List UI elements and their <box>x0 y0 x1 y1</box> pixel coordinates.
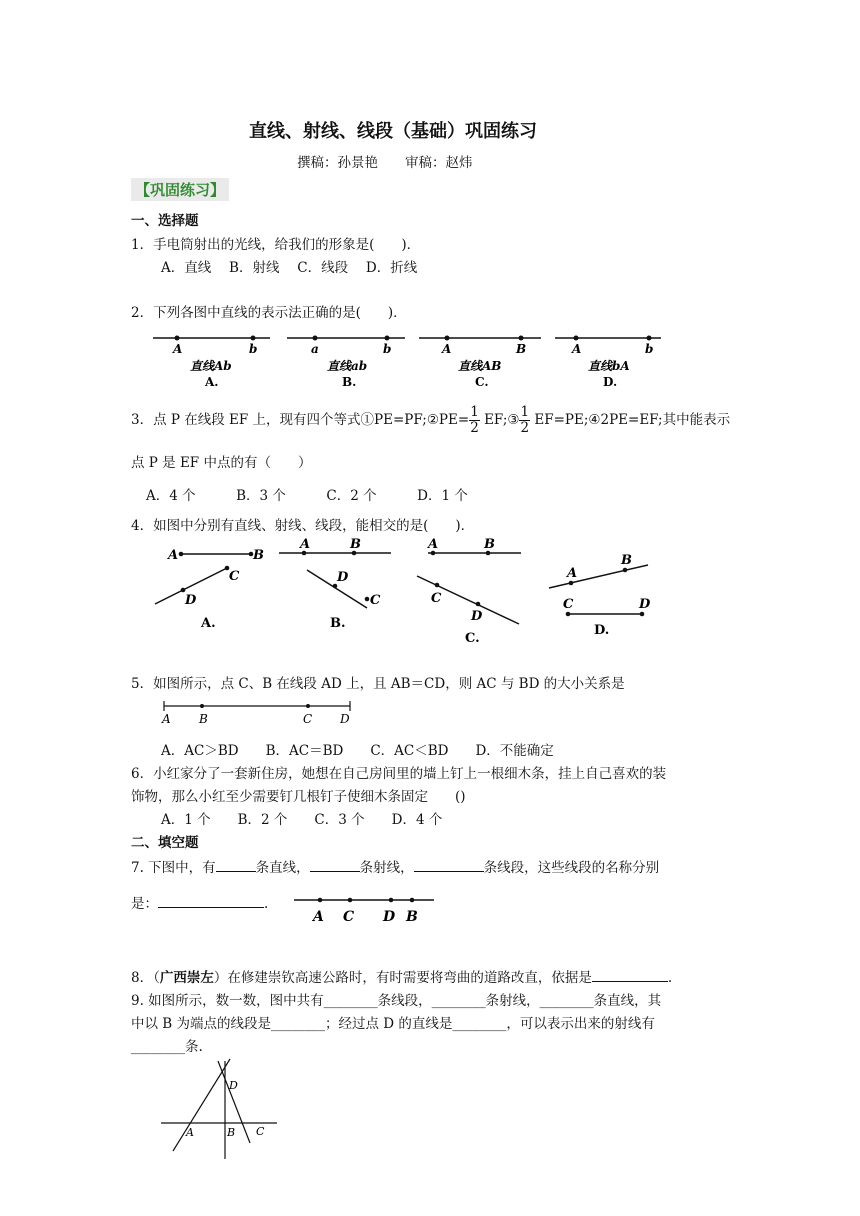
q2-a-caption: 直线Ab <box>190 359 232 373</box>
svg-text:B: B <box>406 909 418 925</box>
q6-line2: 饰物，那么小红至少需要钉几根钉子使细木条固定 () <box>131 789 466 805</box>
svg-text:B: B <box>199 712 208 726</box>
svg-text:A: A <box>567 566 578 581</box>
svg-text:D: D <box>229 1079 238 1092</box>
q8-blank[interactable] <box>592 969 668 982</box>
q2-b-caption: 直线ab <box>327 359 368 373</box>
q3-part2: EF;③ <box>479 412 520 428</box>
svg-text:D: D <box>185 593 197 608</box>
svg-text:B: B <box>621 553 632 568</box>
q7-blank-segments[interactable] <box>414 859 484 872</box>
q2-d-right: b <box>645 342 654 356</box>
q3-options: A．4 个 B．3 个 C．2 个 D．1 个 <box>146 488 468 504</box>
q4-stem: 4．如图中分别有直线、射线、线段，能相交的是( )． <box>131 518 475 534</box>
q2-d-left: A <box>572 342 582 356</box>
svg-text:B: B <box>484 537 495 552</box>
svg-text:C: C <box>563 597 574 612</box>
svg-text:A.: A. <box>201 616 216 631</box>
q2-c-label: C. <box>475 375 489 389</box>
q2-a-left: A <box>173 342 183 356</box>
part2-heading: 二、填空题 <box>131 835 199 851</box>
q7-blank-names[interactable] <box>158 895 264 908</box>
svg-text:D: D <box>340 712 350 726</box>
q2-figure <box>145 328 685 394</box>
q3-line1 <box>131 400 730 440</box>
q7-blank-lines[interactable] <box>216 859 256 872</box>
svg-text:D: D <box>337 570 349 585</box>
q3-fraction-2: $\frac{1}{2}$ <box>520 404 530 436</box>
svg-text:A: A <box>162 712 171 726</box>
svg-text:D: D <box>639 597 651 612</box>
svg-text:B: B <box>227 1126 236 1139</box>
q9-line3: ________条. <box>131 1039 203 1055</box>
svg-text:C: C <box>256 1125 265 1138</box>
q3-line2: 点 P 是 EF 中点的有（ ） <box>131 455 312 471</box>
q2-c-left: A <box>442 342 452 356</box>
q2-a-right: b <box>249 342 258 356</box>
q5-options: A．AC＞BD B．AC＝BD C．AC＜BD D．不能确定 <box>161 743 554 759</box>
svg-text:D: D <box>471 609 483 624</box>
section-tag: 【巩固练习】 <box>131 178 229 201</box>
svg-text:C.: C. <box>465 631 480 646</box>
svg-text:C: C <box>303 712 313 726</box>
q8-source: 广西崇左 <box>159 970 214 986</box>
q1-options: A．直线 B．射线 C．线段 D．折线 <box>161 260 418 276</box>
q6-line1: 6．小红家分了一套新住房，她想在自己房间里的墙上钉上一根细木条，挂上自己喜欢的装 <box>131 766 667 782</box>
svg-text:C: C <box>343 909 355 925</box>
svg-text:B: B <box>253 548 264 563</box>
q3-fraction-1: $\frac{1}{2}$ <box>470 404 479 436</box>
part1-heading: 一、选择题 <box>131 213 199 229</box>
svg-text:C: C <box>431 591 442 606</box>
svg-text:A: A <box>300 537 311 552</box>
svg-text:B: B <box>350 537 361 552</box>
q7-line2: 是： . <box>131 896 269 912</box>
q2-b-right: b <box>383 342 392 356</box>
q4-figure <box>145 532 665 650</box>
svg-text:B.: B. <box>330 616 346 631</box>
q2-d-caption: 直线bA <box>588 359 630 373</box>
q7-blank-rays[interactable] <box>310 859 360 872</box>
q2-c-right: B <box>516 342 527 356</box>
svg-text:A: A <box>168 548 179 563</box>
svg-text:A: A <box>428 537 439 552</box>
svg-text:C: C <box>229 569 240 584</box>
q6-options: A．1 个 B．2 个 C．3 个 D．4 个 <box>161 812 443 828</box>
q9-line1: 9. 如图所示，数一数，图中共有________条线段，________条射线，________条直线，其 <box>131 993 662 1009</box>
svg-text:D: D <box>383 909 396 925</box>
q3-part1: 3．点 P 在线段 EF 上，现有四个等式①PE=PF;②PE= <box>131 412 470 428</box>
svg-text:A: A <box>313 909 324 925</box>
q5-stem: 5．如图所示，点 C、B 在线段 AD 上，且 AB＝CD，则 AC 与 BD 的大小关系是 <box>131 676 625 692</box>
page-title: 直线、射线、线段（基础）巩固练习 <box>249 121 537 142</box>
q1-stem: 1．手电筒射出的光线，给我们的形象是( )． <box>131 237 421 253</box>
q9-figure <box>155 1055 285 1165</box>
byline: 撰稿：孙景艳 审稿：赵炜 <box>297 155 473 171</box>
svg-text:A: A <box>186 1126 194 1139</box>
q2-a-label: A. <box>205 375 219 389</box>
q2-d-label: D. <box>603 375 618 389</box>
q2-b-label: B. <box>342 375 357 389</box>
q7-figure <box>290 890 438 926</box>
q5-figure <box>158 696 358 726</box>
q7-line1: 7. 下图中，有 条直线， 条射线， 条线段，这些线段的名称分别 <box>131 860 660 876</box>
q2-stem: 2．下列各图中直线的表示法正确的是( )． <box>131 305 407 321</box>
q2-c-caption: 直线AB <box>458 359 502 373</box>
q9-line2: 中以 B 为端点的线段是________；经过点 D 的直线是________，可以表示出来的射线有 <box>131 1016 655 1032</box>
svg-text:C: C <box>370 593 381 608</box>
q8-line: 8．（广西崇左）在修建崇钦高速公路时，有时需要将弯曲的道路改直，依据是 . <box>131 970 673 986</box>
q3-part3: EF=PE;④2PE=EF;其中能表示 <box>530 412 731 428</box>
svg-text:D.: D. <box>594 623 610 638</box>
q2-b-left: a <box>311 342 319 356</box>
